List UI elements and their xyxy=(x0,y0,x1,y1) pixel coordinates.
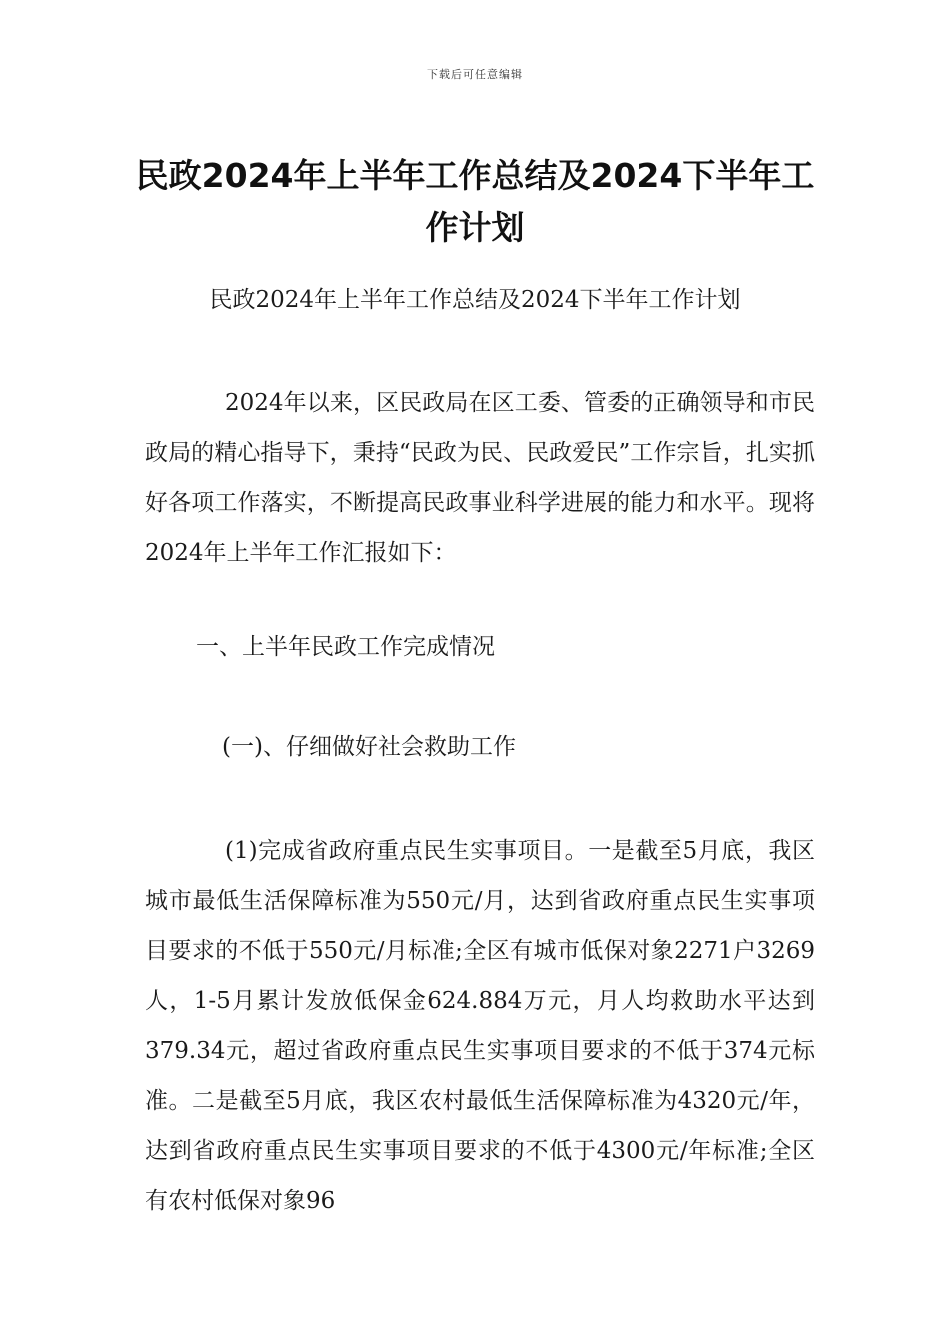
document-subtitle: 民政2024年上半年工作总结及2024下半年工作计划 xyxy=(209,287,741,313)
section-heading: 一、上半年民政工作完成情况 xyxy=(196,634,495,660)
item-paragraph: (1)完成省政府重点民生实事项目。一是截至5月底，我区城市最低生活保障标准为550元/月，达到省政府重点民生实事项目要求的不低于550元/月标准;全区有城市低保对象2271户3269人，1-5月累计发放低保金624.884万元，月人均救助水平达到379.34元，超过省政府重点民生实事项目要求的不低于374元标准。二是截至5月底，我区农村最低生活保障标准为4320元/年，达到省政府重点民生实事项目要求的不低于4300元/年标准;全区有农村低保对象96 xyxy=(145,838,815,1214)
subsection-heading: (一)、仔细做好社会救助工作 xyxy=(222,734,516,760)
document-title: 民政2024年上半年工作总结及2024下半年工作计划 xyxy=(135,156,815,248)
header-note: 下载后可任意编辑 xyxy=(427,68,523,81)
intro-paragraph: 2024年以来，区民政局在区工委、管委的正确领导和市民政局的精心指导下，秉持“民政为民、民政爱民”工作宗旨，扎实抓好各项工作落实，不断提高民政事业科学进展的能力和水平。现将2024年上半年工作汇报如下： xyxy=(145,390,815,566)
